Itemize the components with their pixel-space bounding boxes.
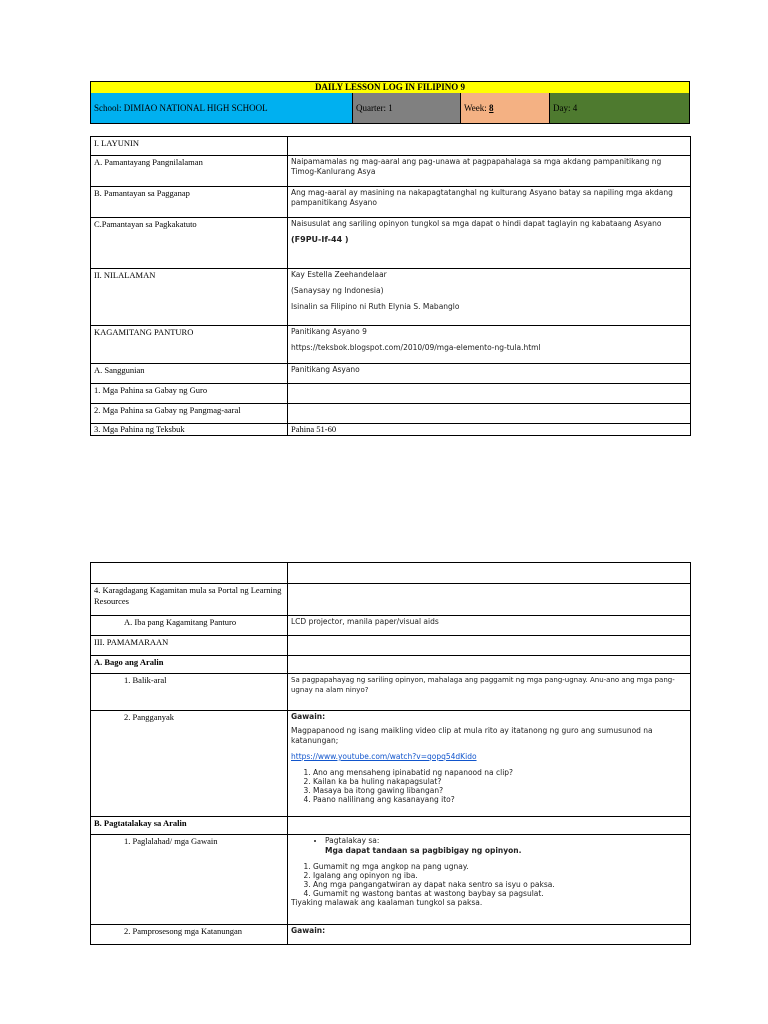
- teksbuk-label: 3. Mga Pahina ng Teksbuk: [91, 424, 288, 436]
- nilalaman-author: Kay Estella Zeehandelaar: [291, 270, 387, 279]
- school-cell: [91, 93, 353, 123]
- table-row: [91, 326, 691, 364]
- pamantayang-label: A. Pamantayang Pangnilalaman: [91, 156, 288, 187]
- paglalahad-label: 1. Paglalahad/ mga Gawain: [124, 836, 218, 846]
- table-row: [91, 187, 691, 218]
- week-label: Week:: [464, 103, 490, 113]
- list-item: 4. Gumamit ng wastong bantas at wastong baybay sa pagsulat.: [313, 889, 687, 898]
- pamamaraan-heading: III. PAMAMARAAN: [91, 636, 288, 656]
- quarter-cell: [353, 93, 461, 123]
- empty-cell: [288, 137, 691, 156]
- table-row: [91, 424, 691, 436]
- paglalahad-cell: [288, 835, 691, 925]
- table-row: [91, 711, 691, 817]
- balik-label: 1. Balik-aral: [124, 675, 167, 685]
- nilalaman-cell: [288, 269, 691, 326]
- sanggunian-label: A. Sanggunian: [91, 364, 288, 384]
- pagtalakay-bullet: [291, 836, 687, 856]
- table-row: [91, 137, 691, 156]
- table-row: [91, 563, 691, 584]
- list-item: 1. Ano ang mensaheng ipinabatid ng napanood na clip?: [313, 768, 687, 777]
- pamprosesong-text: Gawain:: [288, 925, 691, 945]
- empty-cell: [91, 563, 288, 584]
- table-row: [91, 616, 691, 636]
- day-cell: [550, 93, 689, 123]
- empty-cell: [288, 636, 691, 656]
- bago-heading: A. Bago ang Aralin: [91, 656, 288, 674]
- paglalahad-label-cell: [91, 835, 288, 925]
- table-row: [91, 156, 691, 187]
- table-row: [91, 218, 691, 269]
- gabay-mag-aaral-label: 2. Mga Pahina sa Gabay ng Pangmag-aaral: [91, 404, 288, 424]
- nilalaman-label: II. NILALAMAN: [91, 269, 288, 326]
- table-row: [91, 656, 691, 674]
- gabay-guro-label: 1. Mga Pahina sa Gabay ng Guro: [91, 384, 288, 404]
- list-item: 2. Kailan ka ba huling nakapagsulat?: [313, 777, 687, 786]
- gabay-guro-text: [288, 384, 691, 404]
- table-row: [91, 384, 691, 404]
- iba-label: A. Iba pang Kagamitang Panturo: [124, 617, 237, 627]
- empty-cell: [288, 817, 691, 835]
- table-row: [91, 835, 691, 925]
- kagamitan-cell: [288, 326, 691, 364]
- pagkakatuto-label: C.Pamantayan sa Pagkakatuto: [91, 218, 288, 269]
- list-item: 4. Paano nalilinang ang kasanayang ito?: [313, 795, 687, 804]
- list-item: 2. Igalang ang opinyon ng iba.: [313, 871, 687, 880]
- iba-text: LCD projector, manila paper/visual aids: [288, 616, 691, 636]
- pagganap-label: B. Pamantayan sa Pagganap: [91, 187, 288, 218]
- pagtalakay-title: Mga dapat tandaan sa pagbibigay ng opinyon.: [325, 846, 522, 855]
- table-row: [91, 584, 691, 616]
- iba-label-cell: [91, 616, 288, 636]
- table-row: [91, 636, 691, 656]
- pagganap-text: Ang mag-aaral ay masining na nakapagtatanghal ng kulturang Asyano batay sa napiling mga akdang pampanitikang Asyano: [288, 187, 691, 218]
- week-cell: [461, 93, 550, 123]
- empty-cell: [288, 584, 691, 616]
- gawain-label: Gawain:: [291, 712, 326, 721]
- pangganyak-cell: [288, 711, 691, 817]
- procedure-table: [90, 562, 691, 945]
- quarter: Quarter: 1: [356, 103, 393, 113]
- table-row: [91, 925, 691, 945]
- table-row: [91, 674, 691, 711]
- pagkakatuto-code: (F9PU-If-44 ): [291, 235, 349, 244]
- kagamitan-label: KAGAMITANG PANTURO: [91, 326, 288, 364]
- lesson-log-title: DAILY LESSON LOG IN FILIPINO 9: [90, 81, 690, 94]
- pamantayang-text: Naipamamalas ng mag-aaral ang pag-unawa at pagpapahalaga sa mga akdang pampanitikang ng Timog-Kanlurang Asya: [288, 156, 691, 187]
- empty-cell: [288, 563, 691, 584]
- pagkakatuto-cell: [288, 218, 691, 269]
- pangganyak-label: 2. Pangganyak: [124, 712, 175, 722]
- layunin-heading: I. LAYUNIN: [91, 137, 288, 156]
- school-name: School: DIMIAO NATIONAL HIGH SCHOOL: [94, 103, 268, 113]
- balik-label-cell: [91, 674, 288, 711]
- karagdagang-label: 4. Karagdagang Kagamitan mula sa Portal ng Learning Resources: [91, 584, 288, 616]
- teksbuk-text: Pahina 51-60: [288, 424, 691, 436]
- video-link[interactable]: https://www.youtube.com/watch?v=qopq54dKido: [291, 752, 477, 761]
- pangganyak-text: Magpapanood ng isang maikling video clip at mula rito ay itatanong ng guro ang sumusunod na katanungan;: [291, 726, 653, 745]
- pagkakatuto-text: Naisusulat ang sariling opinyon tungkol sa mga dapat o hindi dapat taglayin ng kabataang Asyano: [291, 219, 662, 228]
- week-value: 8: [489, 103, 494, 113]
- pamprosesong-label-cell: [91, 925, 288, 945]
- pagtatalakay-heading: B. Pagtatalakay sa Aralin: [91, 817, 288, 835]
- kagamitan-url: https://teksbok.blogspot.com/2010/09/mga-elemento-ng-tula.html: [291, 343, 541, 352]
- sanggunian-text: Panitikang Asyano: [288, 364, 691, 384]
- question-list: [291, 768, 687, 804]
- day: Day: 4: [553, 103, 578, 113]
- empty-cell: [288, 656, 691, 674]
- nilalaman-translator: Isinalin sa Filipino ni Ruth Elynia S. Mabanglo: [291, 302, 460, 311]
- table-row: [91, 364, 691, 384]
- table-row: [91, 817, 691, 835]
- balik-text: Sa pagpapahayag ng sariling opinyon, mahalaga ang paggamit ng mga pang-ugnay. Anu-ano ang mga pang-ugnay na alam ninyo?: [288, 674, 691, 711]
- tiyaking-text: Tiyaking malawak ang kaalaman tungkol sa paksa.: [291, 898, 483, 907]
- table-row: [91, 269, 691, 326]
- list-item: 3. Masaya ba itong gawing libangan?: [313, 786, 687, 795]
- gabay-mag-aaral-text: [288, 404, 691, 424]
- lesson-info-row: [90, 93, 690, 124]
- pangganyak-label-cell: [91, 711, 288, 817]
- video-link-line: [291, 752, 687, 762]
- list-item: 1. Gumamit ng mga angkop na pang ugnay.: [313, 862, 687, 871]
- kagamitan-book: Panitikang Asyano 9: [291, 327, 367, 336]
- tips-list: [291, 862, 687, 898]
- list-item: [325, 836, 687, 856]
- pagtalakay-intro: Pagtalakay sa:: [325, 836, 380, 845]
- pamprosesong-label: 2. Pamprosesong mga Katanungan: [124, 926, 243, 936]
- table-row: [91, 404, 691, 424]
- list-item: 3. Ang mga pangangatwiran ay dapat naka sentro sa isyu o paksa.: [313, 880, 687, 889]
- nilalaman-genre: (Sanaysay ng Indonesia): [291, 286, 384, 295]
- objectives-table: [90, 136, 691, 436]
